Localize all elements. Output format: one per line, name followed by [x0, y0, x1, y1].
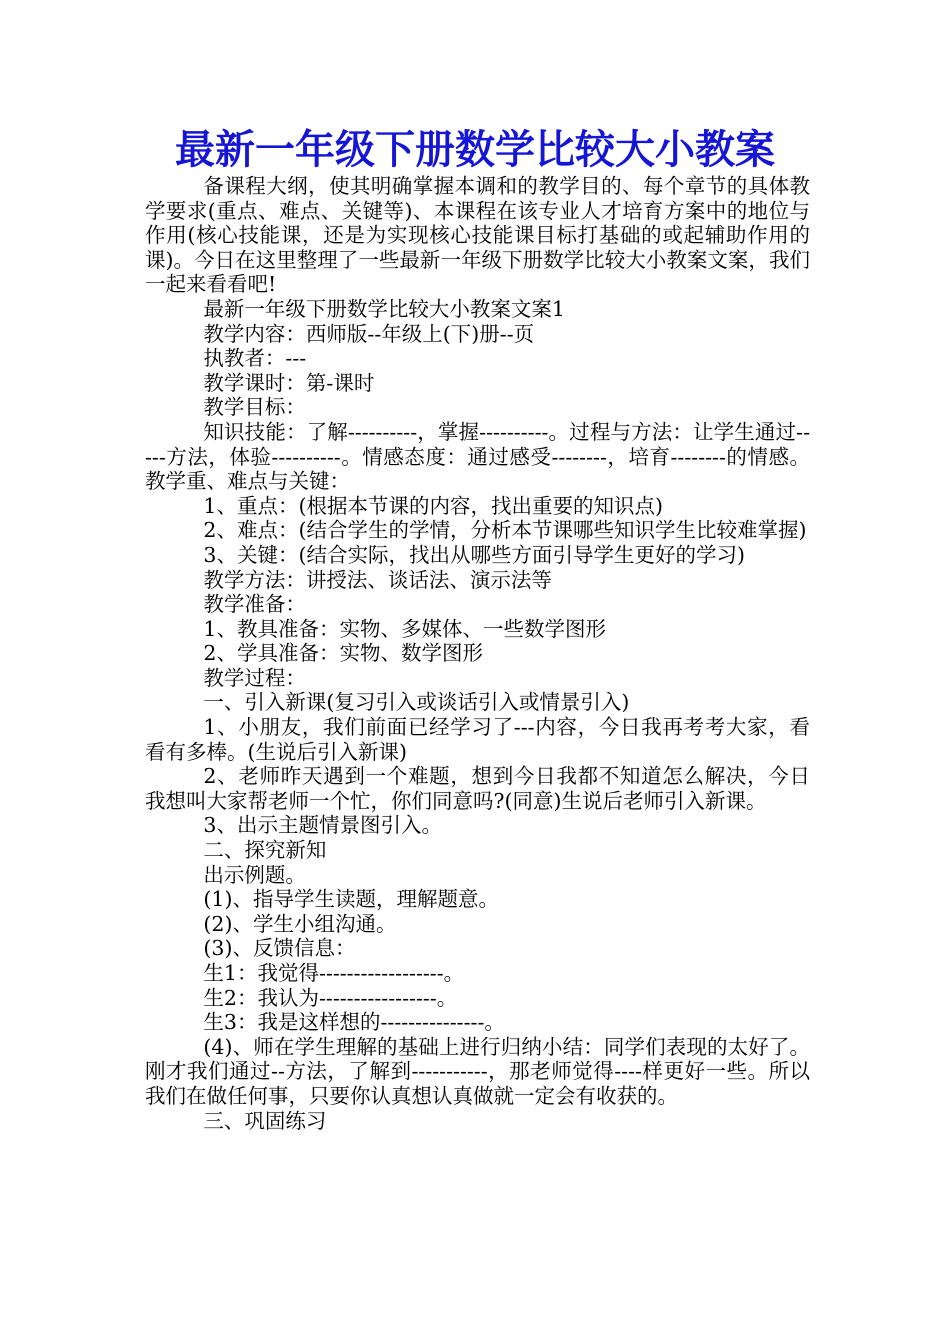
teaching-goals-heading: 教学目标： — [203, 395, 306, 420]
student-response: 生1：我觉得------------------。 — [203, 961, 465, 985]
class-hours: 教学课时：第-课时 — [203, 370, 375, 395]
teaching-content: 教学内容：西师版--年级上(下)册--页 — [203, 321, 535, 346]
intro-new-lesson: 一、引入新课(复习引入或谈话引入或情景引入) — [203, 690, 630, 715]
explore-heading: 二、探究新知 — [203, 838, 327, 863]
list-item: 1、小朋友，我们前面已经学习了---内容，今日我再考考大家，看看有多棒。(生说后引入新课) — [145, 715, 810, 764]
intro-paragraph: 备课程大纲，使其明确掌握本调和的教学目的、每个章节的具体教学要求(重点、难点、关键等)、本课程在该专业人才培育方案中的地位与作用(核心技能课，还是为实现核心技能课目标打基础的或起辅助作用的课)。今日在这里整理了一些最新一年级下册数学比较大小教案文案，我们一起来看看吧! — [145, 174, 810, 297]
key-point-item: 1、重点：(根据本节课的内容，找出重要的知识点) — [203, 493, 663, 518]
teaching-methods: 教学方法：讲授法、谈话法、演示法等 — [203, 567, 552, 592]
key-item: 3、关键：(结合实际，找出从哪些方面引导学生更好的学习) — [203, 542, 745, 567]
list-item: 2、老师昨天遇到一个难题，想到今日我都不知道怎么解决，今日我想叫大家帮老师一个忙，你们同意吗?(同意)生说后老师引入新课。 — [145, 764, 810, 813]
list-item: (2)、学生小组沟通。 — [203, 911, 397, 936]
student-response: 生3：我是这样想的---------------。 — [203, 1010, 505, 1035]
student-response: 生2：我认为-----------------。 — [203, 985, 458, 1010]
student-tools: 2、学具准备：实物、数学图形 — [203, 641, 483, 666]
list-item: (1)、指导学生读题，理解题意。 — [203, 887, 499, 912]
preparation-heading: 教学准备： — [203, 592, 306, 617]
section-heading: 最新一年级下册数学比较大小教案文案1 — [203, 296, 565, 321]
list-item: 3、出示主题情景图引入。 — [203, 813, 442, 838]
list-item: (3)、反馈信息： — [203, 936, 356, 961]
difficulty-item: 2、难点：(结合学生的学情，分析本节课哪些知识学生比较难掌握) — [203, 518, 807, 543]
practice-heading: 三、巩固练习 — [203, 1108, 327, 1133]
example-line: 出示例题。 — [203, 862, 306, 887]
teacher-tools: 1、教具准备：实物、多媒体、一些数学图形 — [203, 616, 606, 641]
knowledge-skills: 知识技能：了解----------，掌握----------。过程与方法：让学生通过-----方法，体验----------。情感态度：通过感受--------，培育--------的情感。教学重、难点与关键： — [145, 419, 810, 494]
summary-paragraph: (4)、师在学生理解的基础上进行归纳小结：同学们表现的太好了。刚才我们通过--方法，了解到-----------，那老师觉得----样更好一些。所以我们在做任何事，只要你认真想认真做就一定会有收获的。 — [145, 1034, 810, 1108]
document-title: 最新一年级下册数学比较大小教案 — [175, 127, 775, 173]
document-body — [145, 174, 810, 1133]
teacher-line: 执教者：--- — [203, 346, 307, 371]
process-heading: 教学过程： — [203, 665, 306, 690]
